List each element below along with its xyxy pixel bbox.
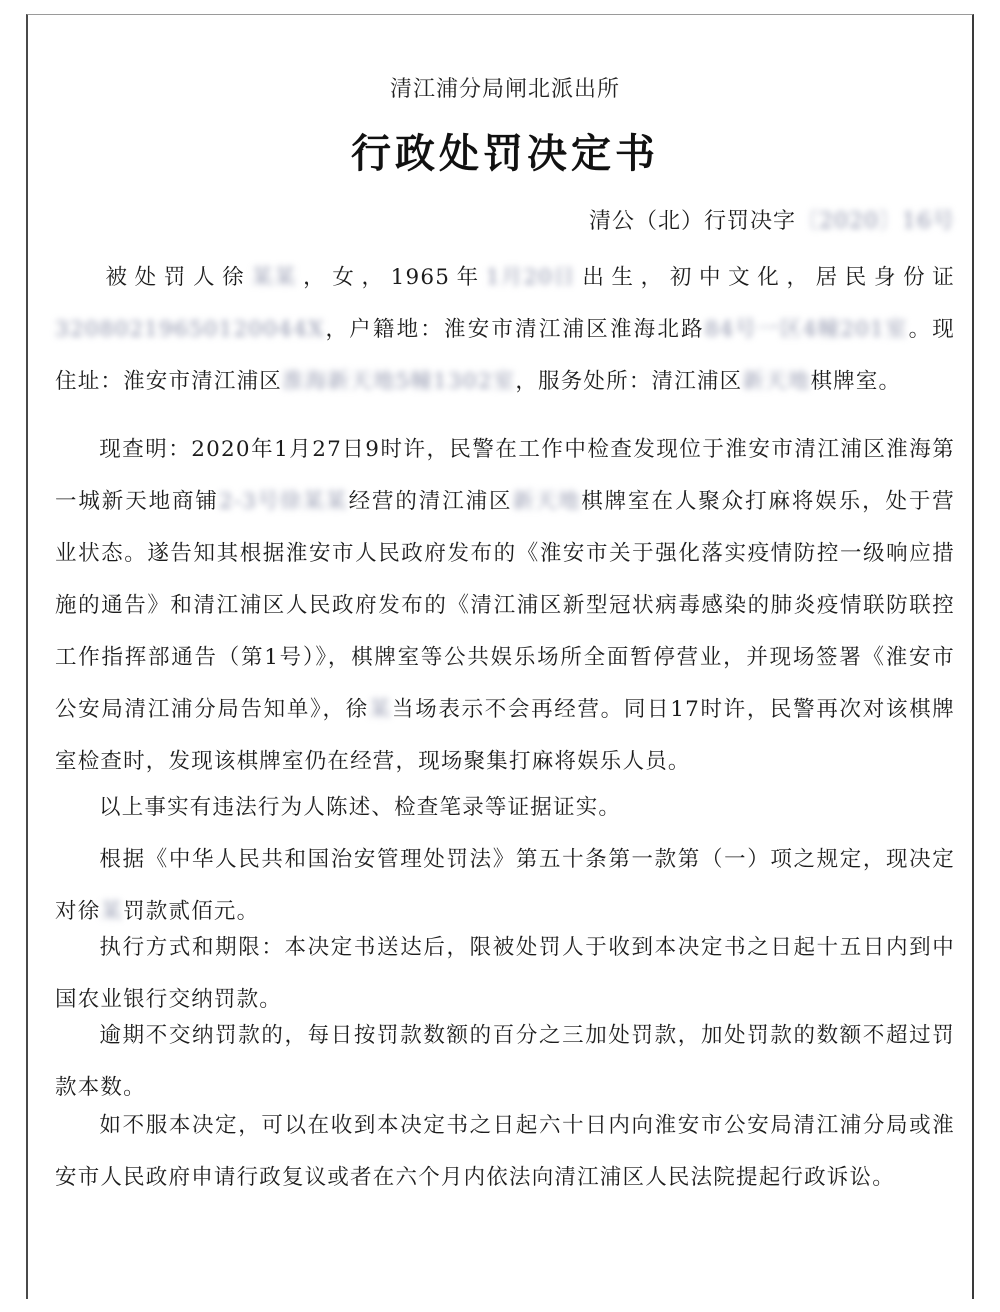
facts-text-3: 棋牌室在人聚众打麻将娱乐，处于营业状态。遂告知其根据淮安市人民政府发布的《淮安市关于强化落实疫情防控一级响应措施的通告》和清江浦区人民政府发布的《清江浦区新型冠状病毒感染的肺炎疫情联防联控工作指挥部通告（第1号）》，棋牌室等公共娱乐场所全面暂停营业，并现场签署《淮安市公安局清江浦分局告知单》，徐 xyxy=(55,489,956,722)
redacted-document-number: 〔2020〕16号 xyxy=(796,209,955,234)
party-birth-suffix: 出生，初中文化，居民身份证 xyxy=(575,265,955,290)
document-title: 行政处罚决定书 xyxy=(351,130,659,177)
evidence-text: 以上事实有违法行为人陈述、检查笔录等证据证实。 xyxy=(99,795,622,820)
decision-text-2: 罚款贰佰元。 xyxy=(123,899,260,924)
late-penalty-paragraph xyxy=(55,1010,955,1114)
document-number-prefix: 清公（北）行罚决字 xyxy=(589,209,797,234)
redacted-workplace: 新天地 xyxy=(742,369,811,394)
facts-text-4: 当场表示不会再经营。同日17时许，民警再次对该棋牌室检查时，发现该棋牌室仍在经营，现场聚集打麻将娱乐人员。 xyxy=(55,697,955,774)
facts-paragraph xyxy=(55,424,955,788)
party-info-paragraph xyxy=(55,252,955,408)
workplace-label: ，服务处所：清江浦区 xyxy=(515,369,743,394)
redacted-name: 某某 xyxy=(251,265,297,290)
late-penalty-text: 逾期不交纳罚款的，每日按罚款数额的百分之三加处罚款，加处罚款的数额不超过罚款本数。 xyxy=(55,1023,955,1100)
appeal-text: 如不服本决定，可以在收到本决定书之日起六十日内向淮安市公安局清江浦分局或淮安市人民政府申请行政复议或者在六个月内依法向清江浦区人民法院提起行政诉讼。 xyxy=(55,1113,955,1190)
party-sex-birth: ，女，1965年 xyxy=(296,265,486,290)
redacted-shop: 2-3号徐某某 xyxy=(218,489,348,514)
document-number xyxy=(589,204,955,235)
redacted-room-name: 新天地 xyxy=(512,489,581,514)
redacted-residence-address: 淮海新天地5幢1302室 xyxy=(282,369,516,394)
redacted-birth-date: 1月20日 xyxy=(485,265,576,290)
workplace-suffix: 棋牌室。 xyxy=(810,369,902,394)
redacted-household-address: 84号一区4幢201室 xyxy=(704,317,908,342)
party-label: 被处罚人徐 xyxy=(99,265,252,290)
residence-label: 。现住址：淮安市清江浦区 xyxy=(55,317,955,394)
redacted-name: 某 xyxy=(100,899,124,924)
facts-text-1: 现查明：2020年1月27日9时许，民警在工作中检查发现位于淮安市清江浦区淮海第一城新天地商铺 xyxy=(55,437,955,514)
appeal-paragraph xyxy=(55,1100,955,1204)
execution-text: 执行方式和期限：本决定书送达后，限被处罚人于收到本决定书之日起十五日内到中国农业银行交纳罚款。 xyxy=(55,935,955,1012)
issuing-agency: 清江浦分局闸北派出所 xyxy=(389,77,620,102)
household-label: ，户籍地：淮安市清江浦区淮海北路 xyxy=(324,317,705,342)
decision-text-1: 根据《中华人民共和国治安管理处罚法》第五十条第一款第（一）项之规定，现决定对徐 xyxy=(55,847,955,924)
facts-text-2: 经营的清江浦区 xyxy=(347,489,513,514)
evidence-paragraph xyxy=(55,782,955,834)
redacted-name: 某 xyxy=(368,697,392,722)
redacted-id-number: 32080219650120044X xyxy=(55,317,325,342)
